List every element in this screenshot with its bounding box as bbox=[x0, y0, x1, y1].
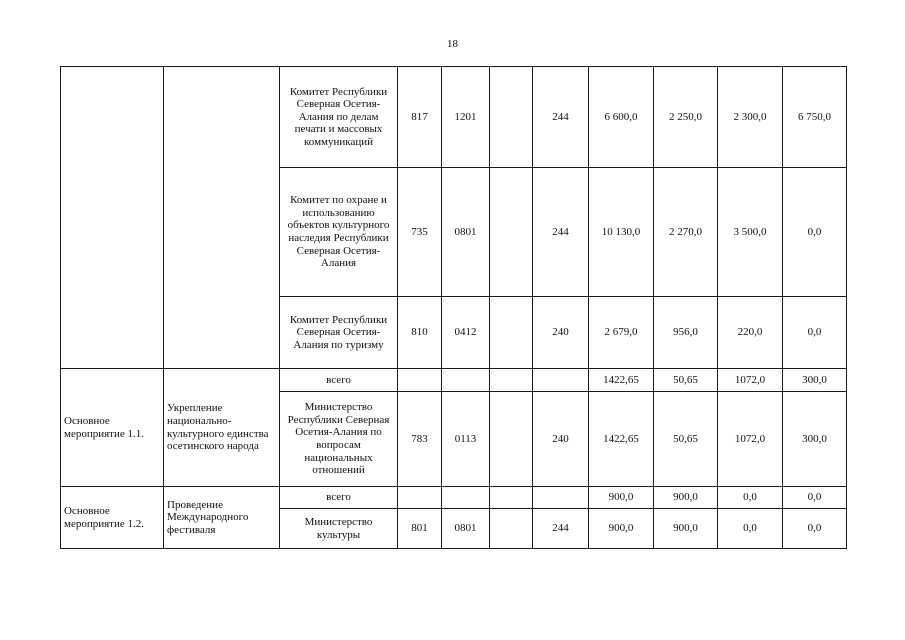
activity-status-cell: Основное мероприятие 1.1. bbox=[61, 369, 164, 487]
year1-cell: 50,65 bbox=[654, 392, 718, 487]
total-cell: 900,0 bbox=[589, 487, 654, 509]
vr-cell bbox=[533, 369, 589, 392]
year3-cell: 0,0 bbox=[783, 297, 847, 369]
year2-cell: 0,0 bbox=[718, 509, 783, 549]
vr-cell: 240 bbox=[533, 297, 589, 369]
rzpr-cell: 0801 bbox=[442, 509, 490, 549]
year3-cell: 300,0 bbox=[783, 392, 847, 487]
year2-cell: 0,0 bbox=[718, 487, 783, 509]
rzpr-cell: 1201 bbox=[442, 67, 490, 168]
vr-cell: 244 bbox=[533, 168, 589, 297]
table-row bbox=[61, 67, 847, 168]
vr-cell: 244 bbox=[533, 67, 589, 168]
csr-cell bbox=[490, 297, 533, 369]
year3-cell: 0,0 bbox=[783, 487, 847, 509]
year3-cell: 6 750,0 bbox=[783, 67, 847, 168]
csr-cell bbox=[490, 487, 533, 509]
rzpr-cell: 0113 bbox=[442, 392, 490, 487]
page-number: 18 bbox=[447, 38, 458, 50]
year1-cell: 900,0 bbox=[654, 487, 718, 509]
total-cell: 1422,65 bbox=[589, 369, 654, 392]
year1-cell: 50,65 bbox=[654, 369, 718, 392]
year1-cell: 900,0 bbox=[654, 509, 718, 549]
rzpr-cell: 0801 bbox=[442, 168, 490, 297]
year3-cell: 300,0 bbox=[783, 369, 847, 392]
total-cell: 6 600,0 bbox=[589, 67, 654, 168]
vr-cell bbox=[533, 487, 589, 509]
year3-cell: 0,0 bbox=[783, 509, 847, 549]
year2-cell: 3 500,0 bbox=[718, 168, 783, 297]
vr-cell: 240 bbox=[533, 392, 589, 487]
executor-cell: Министерство культуры bbox=[280, 509, 398, 549]
year2-cell: 1072,0 bbox=[718, 369, 783, 392]
rzpr-cell: 0412 bbox=[442, 297, 490, 369]
name-cell-empty bbox=[164, 67, 280, 369]
grbs-cell: 817 bbox=[398, 67, 442, 168]
total-cell: 10 130,0 bbox=[589, 168, 654, 297]
year1-cell: 956,0 bbox=[654, 297, 718, 369]
grbs-cell: 783 bbox=[398, 392, 442, 487]
year2-cell: 1072,0 bbox=[718, 392, 783, 487]
grbs-cell: 735 bbox=[398, 168, 442, 297]
csr-cell bbox=[490, 509, 533, 549]
year3-cell: 0,0 bbox=[783, 168, 847, 297]
activity-status-cell: Основное мероприятие 1.2. bbox=[61, 487, 164, 549]
activity-name-cell: Укрепление национально-культурного единства осетинского народа bbox=[164, 369, 280, 487]
total-cell: 1422,65 bbox=[589, 392, 654, 487]
grbs-cell: 801 bbox=[398, 509, 442, 549]
csr-cell bbox=[490, 392, 533, 487]
executor-cell: Комитет по охране и использованию объектов культурного наследия Республики Северная Осетия-Алания bbox=[280, 168, 398, 297]
rzpr-cell bbox=[442, 487, 490, 509]
executor-cell: всего bbox=[280, 487, 398, 509]
grbs-cell: 810 bbox=[398, 297, 442, 369]
table-row bbox=[61, 487, 847, 509]
total-cell: 2 679,0 bbox=[589, 297, 654, 369]
budget-table bbox=[60, 66, 847, 549]
status-cell-empty bbox=[61, 67, 164, 369]
csr-cell bbox=[490, 168, 533, 297]
csr-cell bbox=[490, 67, 533, 168]
year1-cell: 2 250,0 bbox=[654, 67, 718, 168]
total-cell: 900,0 bbox=[589, 509, 654, 549]
activity-name-cell: Проведение Международного фестиваля bbox=[164, 487, 280, 549]
rzpr-cell bbox=[442, 369, 490, 392]
executor-cell: Комитет Республики Северная Осетия-Алания по туризму bbox=[280, 297, 398, 369]
grbs-cell bbox=[398, 487, 442, 509]
table-row bbox=[61, 369, 847, 392]
year2-cell: 2 300,0 bbox=[718, 67, 783, 168]
csr-cell bbox=[490, 369, 533, 392]
year1-cell: 2 270,0 bbox=[654, 168, 718, 297]
vr-cell: 244 bbox=[533, 509, 589, 549]
executor-cell: всего bbox=[280, 369, 398, 392]
executor-cell: Министерство Республики Северная Осетия-Алания по вопросам национальных отношений bbox=[280, 392, 398, 487]
executor-cell: Комитет Республики Северная Осетия-Алания по делам печати и массовых коммуникаций bbox=[280, 67, 398, 168]
grbs-cell bbox=[398, 369, 442, 392]
year2-cell: 220,0 bbox=[718, 297, 783, 369]
